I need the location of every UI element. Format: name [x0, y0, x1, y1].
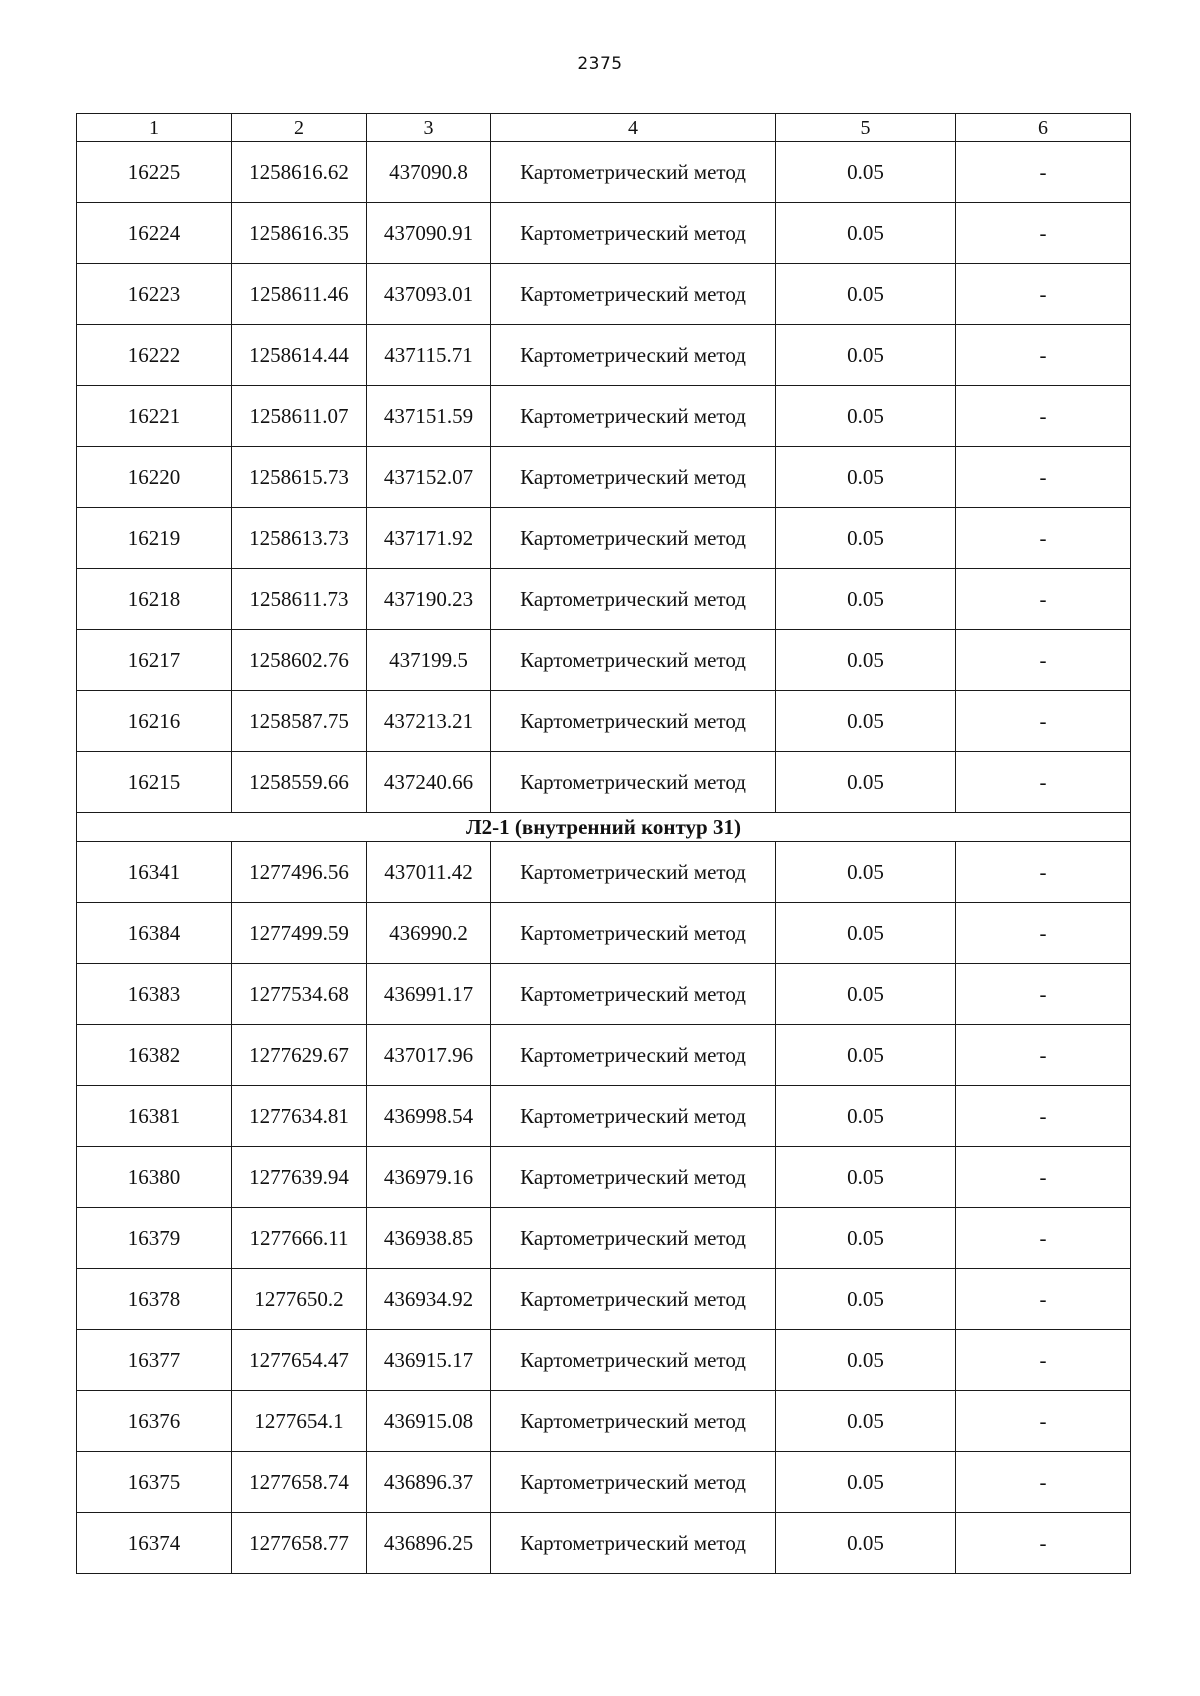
- accuracy-cell: 0.05: [776, 142, 956, 203]
- method-cell: Картометрический метод: [491, 142, 776, 203]
- point-number-cell: 16225: [77, 142, 232, 203]
- x-coordinate-cell: 1258616.62: [232, 142, 367, 203]
- point-number-cell: 16224: [77, 203, 232, 264]
- y-coordinate-cell: 436915.17: [367, 1330, 491, 1391]
- y-coordinate-cell: 436990.2: [367, 903, 491, 964]
- y-coordinate-cell: 437090.91: [367, 203, 491, 264]
- table-row: [77, 964, 1131, 1025]
- x-coordinate-cell: 1277629.67: [232, 1025, 367, 1086]
- x-coordinate-cell: 1258587.75: [232, 691, 367, 752]
- method-cell: Картометрический метод: [491, 630, 776, 691]
- method-cell: Картометрический метод: [491, 569, 776, 630]
- x-coordinate-cell: 1258614.44: [232, 325, 367, 386]
- description-cell: -: [956, 752, 1131, 813]
- accuracy-cell: 0.05: [776, 1147, 956, 1208]
- x-coordinate-cell: 1258611.46: [232, 264, 367, 325]
- point-number-cell: 16218: [77, 569, 232, 630]
- table-row: [77, 1513, 1131, 1574]
- table-row: [77, 691, 1131, 752]
- column-header: 3: [367, 114, 491, 142]
- point-number-cell: 16376: [77, 1391, 232, 1452]
- x-coordinate-cell: 1277658.77: [232, 1513, 367, 1574]
- table-row: [77, 903, 1131, 964]
- table-row: [77, 1330, 1131, 1391]
- coordinates-table: [76, 113, 1131, 1574]
- point-number-cell: 16221: [77, 386, 232, 447]
- description-cell: -: [956, 569, 1131, 630]
- method-cell: Картометрический метод: [491, 842, 776, 903]
- y-coordinate-cell: 437213.21: [367, 691, 491, 752]
- table-row: [77, 386, 1131, 447]
- table-row: [77, 1208, 1131, 1269]
- accuracy-cell: 0.05: [776, 903, 956, 964]
- point-number-cell: 16223: [77, 264, 232, 325]
- method-cell: Картометрический метод: [491, 903, 776, 964]
- table-row: [77, 1452, 1131, 1513]
- method-cell: Картометрический метод: [491, 1086, 776, 1147]
- y-coordinate-cell: 437199.5: [367, 630, 491, 691]
- x-coordinate-cell: 1277499.59: [232, 903, 367, 964]
- accuracy-cell: 0.05: [776, 1452, 956, 1513]
- x-coordinate-cell: 1258616.35: [232, 203, 367, 264]
- method-cell: Картометрический метод: [491, 1513, 776, 1574]
- x-coordinate-cell: 1277534.68: [232, 964, 367, 1025]
- table-row: [77, 142, 1131, 203]
- table-row: [77, 1269, 1131, 1330]
- accuracy-cell: 0.05: [776, 1391, 956, 1452]
- description-cell: -: [956, 325, 1131, 386]
- y-coordinate-cell: 437152.07: [367, 447, 491, 508]
- accuracy-cell: 0.05: [776, 1025, 956, 1086]
- method-cell: Картометрический метод: [491, 325, 776, 386]
- section-title: Л2-1 (внутренний контур 31): [77, 813, 1131, 842]
- x-coordinate-cell: 1277639.94: [232, 1147, 367, 1208]
- description-cell: -: [956, 1025, 1131, 1086]
- description-cell: -: [956, 842, 1131, 903]
- method-cell: Картометрический метод: [491, 1025, 776, 1086]
- description-cell: -: [956, 630, 1131, 691]
- accuracy-cell: 0.05: [776, 386, 956, 447]
- table-row: [77, 752, 1131, 813]
- x-coordinate-cell: 1258611.07: [232, 386, 367, 447]
- description-cell: -: [956, 386, 1131, 447]
- table-row: [77, 1147, 1131, 1208]
- column-header: 2: [232, 114, 367, 142]
- y-coordinate-cell: 436896.37: [367, 1452, 491, 1513]
- description-cell: -: [956, 1269, 1131, 1330]
- y-coordinate-cell: 437090.8: [367, 142, 491, 203]
- x-coordinate-cell: 1258615.73: [232, 447, 367, 508]
- column-header: 5: [776, 114, 956, 142]
- table-row: [77, 1025, 1131, 1086]
- accuracy-cell: 0.05: [776, 1208, 956, 1269]
- method-cell: Картометрический метод: [491, 1269, 776, 1330]
- accuracy-cell: 0.05: [776, 508, 956, 569]
- description-cell: -: [956, 508, 1131, 569]
- x-coordinate-cell: 1258559.66: [232, 752, 367, 813]
- table-row: [77, 508, 1131, 569]
- y-coordinate-cell: 436934.92: [367, 1269, 491, 1330]
- table-row: [77, 203, 1131, 264]
- method-cell: Картометрический метод: [491, 691, 776, 752]
- table-row: [77, 325, 1131, 386]
- accuracy-cell: 0.05: [776, 1330, 956, 1391]
- method-cell: Картометрический метод: [491, 1391, 776, 1452]
- point-number-cell: 16216: [77, 691, 232, 752]
- method-cell: Картометрический метод: [491, 203, 776, 264]
- description-cell: -: [956, 264, 1131, 325]
- point-number-cell: 16379: [77, 1208, 232, 1269]
- table-row: [77, 264, 1131, 325]
- x-coordinate-cell: 1277654.47: [232, 1330, 367, 1391]
- method-cell: Картометрический метод: [491, 1208, 776, 1269]
- method-cell: Картометрический метод: [491, 447, 776, 508]
- table-row: [77, 630, 1131, 691]
- table-row: [77, 569, 1131, 630]
- point-number-cell: 16375: [77, 1452, 232, 1513]
- x-coordinate-cell: 1258613.73: [232, 508, 367, 569]
- accuracy-cell: 0.05: [776, 1086, 956, 1147]
- method-cell: Картометрический метод: [491, 264, 776, 325]
- point-number-cell: 16217: [77, 630, 232, 691]
- point-number-cell: 16222: [77, 325, 232, 386]
- accuracy-cell: 0.05: [776, 264, 956, 325]
- section-header-row: [77, 813, 1131, 842]
- accuracy-cell: 0.05: [776, 752, 956, 813]
- accuracy-cell: 0.05: [776, 569, 956, 630]
- table-body: [77, 114, 1131, 1574]
- point-number-cell: 16378: [77, 1269, 232, 1330]
- table-row: [77, 1391, 1131, 1452]
- point-number-cell: 16377: [77, 1330, 232, 1391]
- method-cell: Картометрический метод: [491, 752, 776, 813]
- y-coordinate-cell: 437093.01: [367, 264, 491, 325]
- accuracy-cell: 0.05: [776, 447, 956, 508]
- x-coordinate-cell: 1277654.1: [232, 1391, 367, 1452]
- point-number-cell: 16380: [77, 1147, 232, 1208]
- accuracy-cell: 0.05: [776, 325, 956, 386]
- x-coordinate-cell: 1258602.76: [232, 630, 367, 691]
- method-cell: Картометрический метод: [491, 1452, 776, 1513]
- y-coordinate-cell: 436979.16: [367, 1147, 491, 1208]
- column-header: 1: [77, 114, 232, 142]
- page-number: 2375: [577, 54, 623, 74]
- point-number-cell: 16220: [77, 447, 232, 508]
- description-cell: -: [956, 1513, 1131, 1574]
- description-cell: -: [956, 1147, 1131, 1208]
- y-coordinate-cell: 436915.08: [367, 1391, 491, 1452]
- method-cell: Картометрический метод: [491, 964, 776, 1025]
- y-coordinate-cell: 437190.23: [367, 569, 491, 630]
- y-coordinate-cell: 436991.17: [367, 964, 491, 1025]
- description-cell: -: [956, 903, 1131, 964]
- y-coordinate-cell: 437151.59: [367, 386, 491, 447]
- description-cell: -: [956, 142, 1131, 203]
- x-coordinate-cell: 1277650.2: [232, 1269, 367, 1330]
- table-header-row: [77, 114, 1131, 142]
- x-coordinate-cell: 1277634.81: [232, 1086, 367, 1147]
- y-coordinate-cell: 436896.25: [367, 1513, 491, 1574]
- y-coordinate-cell: 437240.66: [367, 752, 491, 813]
- y-coordinate-cell: 436998.54: [367, 1086, 491, 1147]
- description-cell: -: [956, 1452, 1131, 1513]
- description-cell: -: [956, 964, 1131, 1025]
- accuracy-cell: 0.05: [776, 1513, 956, 1574]
- accuracy-cell: 0.05: [776, 842, 956, 903]
- method-cell: Картометрический метод: [491, 386, 776, 447]
- point-number-cell: 16341: [77, 842, 232, 903]
- accuracy-cell: 0.05: [776, 203, 956, 264]
- method-cell: Картометрический метод: [491, 508, 776, 569]
- y-coordinate-cell: 437171.92: [367, 508, 491, 569]
- method-cell: Картометрический метод: [491, 1147, 776, 1208]
- table-row: [77, 842, 1131, 903]
- accuracy-cell: 0.05: [776, 630, 956, 691]
- y-coordinate-cell: 437017.96: [367, 1025, 491, 1086]
- x-coordinate-cell: 1258611.73: [232, 569, 367, 630]
- y-coordinate-cell: 437011.42: [367, 842, 491, 903]
- point-number-cell: 16384: [77, 903, 232, 964]
- description-cell: -: [956, 447, 1131, 508]
- accuracy-cell: 0.05: [776, 691, 956, 752]
- y-coordinate-cell: 436938.85: [367, 1208, 491, 1269]
- accuracy-cell: 0.05: [776, 964, 956, 1025]
- table-row: [77, 1086, 1131, 1147]
- y-coordinate-cell: 437115.71: [367, 325, 491, 386]
- method-cell: Картометрический метод: [491, 1330, 776, 1391]
- point-number-cell: 16374: [77, 1513, 232, 1574]
- x-coordinate-cell: 1277496.56: [232, 842, 367, 903]
- column-header: 6: [956, 114, 1131, 142]
- point-number-cell: 16383: [77, 964, 232, 1025]
- column-header: 4: [491, 114, 776, 142]
- description-cell: -: [956, 1208, 1131, 1269]
- x-coordinate-cell: 1277658.74: [232, 1452, 367, 1513]
- point-number-cell: 16382: [77, 1025, 232, 1086]
- point-number-cell: 16215: [77, 752, 232, 813]
- description-cell: -: [956, 691, 1131, 752]
- x-coordinate-cell: 1277666.11: [232, 1208, 367, 1269]
- table-row: [77, 447, 1131, 508]
- point-number-cell: 16219: [77, 508, 232, 569]
- description-cell: -: [956, 203, 1131, 264]
- accuracy-cell: 0.05: [776, 1269, 956, 1330]
- point-number-cell: 16381: [77, 1086, 232, 1147]
- description-cell: -: [956, 1391, 1131, 1452]
- description-cell: -: [956, 1330, 1131, 1391]
- description-cell: -: [956, 1086, 1131, 1147]
